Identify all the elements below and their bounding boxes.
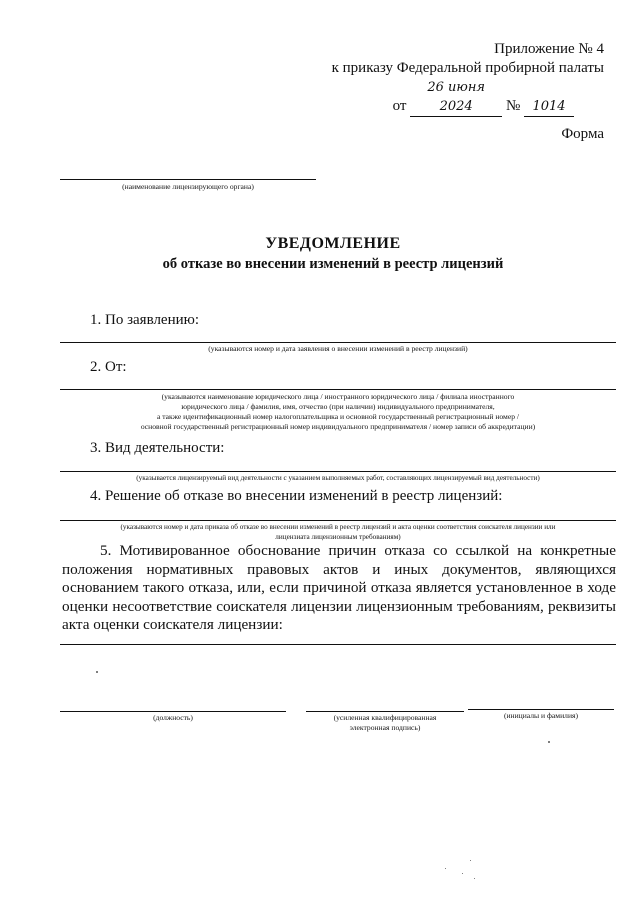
form-label: Форма xyxy=(561,126,604,142)
signature-caption-line: (усиленная квалифицированная xyxy=(333,713,437,722)
annex-date-prefix: от xyxy=(392,98,407,114)
section-4-caption-line: лицензиата лицензионным требованиям) xyxy=(275,533,401,541)
annex-date-line xyxy=(332,78,574,117)
section-2-label: 2. От: xyxy=(90,359,127,375)
document-title: УВЕДОМЛЕНИЕ xyxy=(265,235,401,252)
annex-number-sign: № xyxy=(505,98,521,114)
scan-speck xyxy=(548,741,550,743)
annex-line-2: к приказу Федеральной пробирной палаты xyxy=(331,60,604,76)
section-3-line xyxy=(60,471,616,472)
document-subtitle: об отказе во внесении изменений в реестр лицензий xyxy=(162,256,504,272)
annex-number-value: 1014 xyxy=(524,97,574,117)
scan-speck xyxy=(96,671,98,673)
org-name-line xyxy=(60,179,316,180)
section-4-label: 4. Решение об отказе во внесении изменений в реестр лицензий: xyxy=(90,488,503,504)
section-2-line xyxy=(60,389,616,390)
scan-speck xyxy=(474,878,475,879)
section-5-text: 5. Мотивированное обоснование причин отказа со ссылкой на конкретные положения нормативных правовых актов и иных документов, являющихся основанием такого отказа, или, если причиной отказа является установленное в ходе оценки несоответствие соискателя лицензии лицензионным требованиям, реквизиты акта оценки соискателя лицензии: xyxy=(62,542,616,633)
section-1-label: 1. По заявлению: xyxy=(90,312,200,328)
name-line xyxy=(468,709,614,710)
signature-caption xyxy=(306,713,464,733)
name-caption: (инициалы и фамилия) xyxy=(503,711,579,720)
scan-speck xyxy=(470,860,471,861)
scan-speck xyxy=(462,873,463,874)
section-4-caption xyxy=(60,522,616,542)
section-4-caption-line: (указываются номер и дата приказа об отказе во внесении изменений в реестр лицензий и акта оценки соответствия соискателя лицензии или xyxy=(120,523,556,531)
section-1-caption: (указываются номер и дата заявления о внесении изменений в реестр лицензий) xyxy=(208,344,468,353)
annex-header xyxy=(332,40,604,117)
position-caption: (должность) xyxy=(153,713,193,722)
section-1-line xyxy=(60,342,616,343)
annex-line-1: Приложение № 4 xyxy=(494,41,604,57)
signature-line xyxy=(306,711,464,712)
section-2-caption-line: а также идентификационный номер налогоплательщика и основной государственный регистрационный номер / xyxy=(156,412,520,421)
section-3-label: 3. Вид деятельности: xyxy=(90,440,225,456)
signature-caption-line: электронная подпись) xyxy=(349,723,421,732)
annex-date-value: 26 июня 2024 xyxy=(410,78,502,117)
section-3-caption: (указывается лицензируемый вид деятельности с указанием выполняемых работ, составляющих лицензируемый вид деятельности) xyxy=(136,474,540,482)
section-4-line xyxy=(60,520,616,521)
scan-speck xyxy=(445,868,446,869)
section-2-caption-line: основной государственный регистрационный номер индивидуального предпринимателя / номер записи об аккредитации) xyxy=(140,422,536,431)
section-5-line xyxy=(60,644,616,645)
org-name-caption: (наименование лицензирующего органа) xyxy=(122,182,254,191)
position-line xyxy=(60,711,286,712)
section-2-caption-line: юридического лица / фамилия, имя, отчество (при наличии) индивидуального предпринимателя, xyxy=(181,402,495,411)
section-2-caption xyxy=(60,392,616,432)
section-2-caption-line: (указываются наименование юридического лица / иностранного юридического лица / филиала иностранного xyxy=(161,392,515,401)
